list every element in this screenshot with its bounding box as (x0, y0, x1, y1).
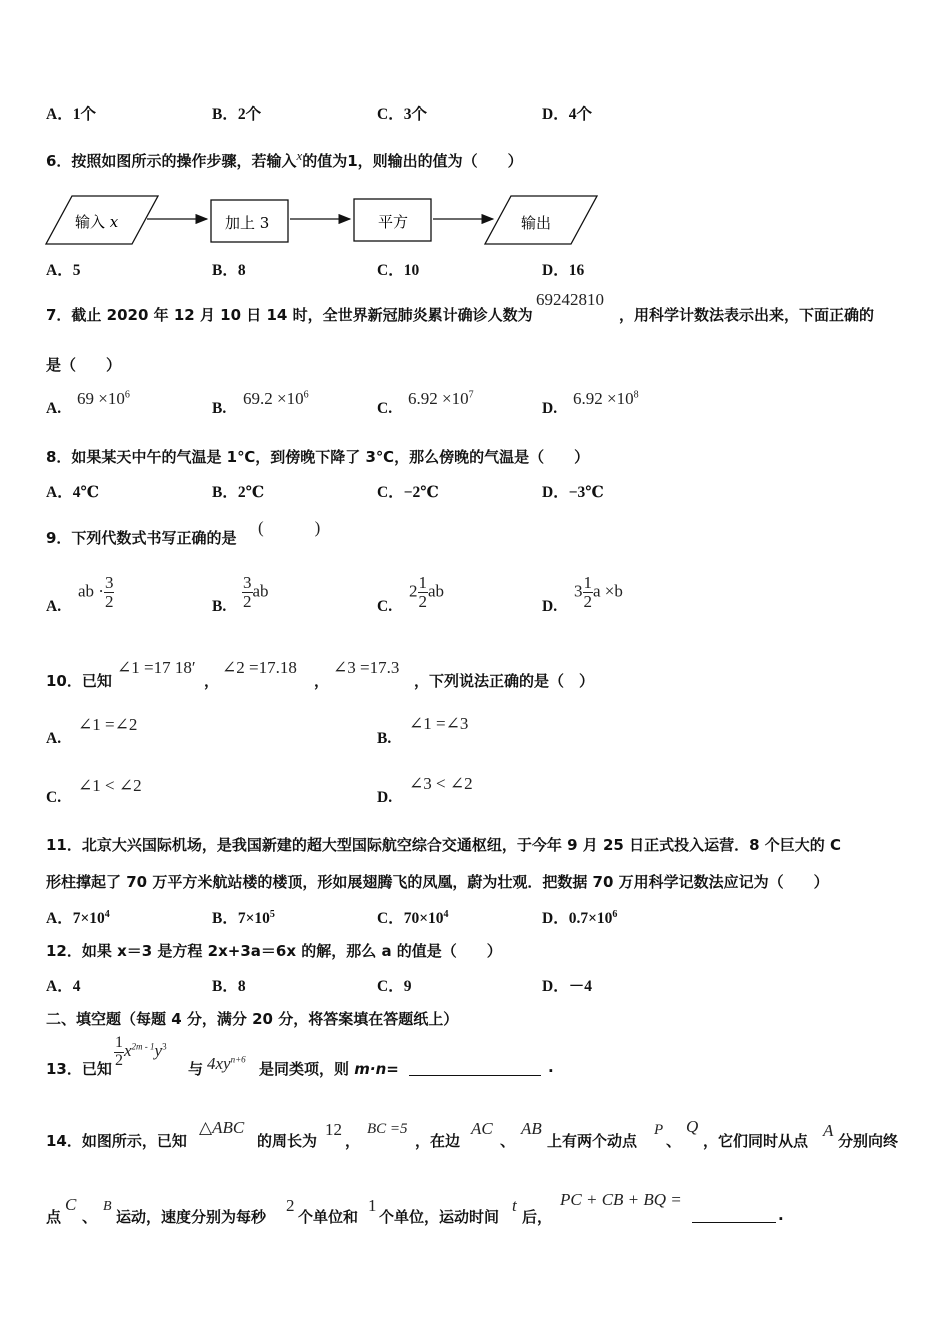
q10-sep1: ， (204, 672, 220, 690)
q7-number: 69242810 (536, 290, 604, 309)
q14-ab: AB (521, 1119, 542, 1138)
q11-option-c: C．$70\times 10^4$ (377, 908, 449, 927)
q10-angle2: ∠2 =17.18 (222, 658, 297, 677)
q12-option-c: C．9 (377, 978, 412, 995)
q14-ac: AC (471, 1119, 493, 1138)
q10-label-c: C. (46, 789, 62, 806)
q9-option-a: ab · $\frac{3}{2}$ (78, 573, 114, 611)
q14-l2-p3: 运动，速度分别为每秒 (116, 1208, 267, 1226)
q9-stem: 9．下列代数式书写正确的是 (46, 529, 237, 547)
q10-option-b: ∠1 =∠3 (409, 714, 469, 733)
q10-stem-after: ，下列说法正确的是（ ） (414, 672, 595, 690)
q12-option-a: A．4 (46, 978, 81, 995)
q10-label-d: D. (377, 789, 393, 806)
q14-p1: 14．如图所示，已知 (46, 1132, 187, 1150)
q14-point-q: Q (686, 1117, 699, 1136)
q7-stem-line1: 7．截止 2020 年 12 月 10 日 14 时，全世界新冠肺炎累计确诊人数为 (46, 306, 533, 324)
q14-p2: 的周长为 (257, 1132, 318, 1150)
q9-option-c: 2 $\frac{1}{2}$ ab (409, 573, 445, 611)
q7-label-b: B. (212, 400, 227, 417)
q14-p6: 上有两个动点 (547, 1132, 638, 1150)
q14-point-c: C (65, 1195, 77, 1214)
q10-sep2: ， (314, 672, 330, 690)
q10-label-a: A. (46, 730, 62, 747)
q14-p7: 、 (666, 1132, 682, 1150)
q14-point-a: A (823, 1121, 834, 1140)
flow-input-label: 输入 x (75, 213, 119, 231)
q6-option-b: B．8 (212, 262, 246, 279)
q8-option-a: A．4℃ (46, 484, 100, 501)
q14-bc: BC =5 (367, 1121, 408, 1137)
flow-output-label: 输出 (521, 214, 552, 232)
q13-answer-blank[interactable] (409, 1057, 541, 1076)
q10-stem-prefix: 10．已知 (46, 672, 112, 690)
flow-add-label: 加上 3 (225, 214, 270, 232)
q14-perimeter: 12 (325, 1120, 342, 1139)
q5-option-a: A．1个 (46, 106, 96, 123)
q10-label-b: B. (377, 730, 392, 747)
q6-flowchart (44, 192, 604, 250)
flow-square-label: 平方 (378, 213, 409, 231)
q7-option-b: $69.2 \times 10^6$ (243, 389, 309, 408)
q8-option-c: C．−2℃ (377, 484, 439, 501)
q14-p3: ， (345, 1132, 361, 1150)
q9-label-b: B. (212, 598, 227, 615)
q14-l2-p5: 个单位，运动时间 (379, 1208, 500, 1226)
q7-label-a: A. (46, 400, 62, 417)
q10-option-d: ∠3 < ∠2 (409, 774, 473, 793)
q6-option-d: D．16 (542, 262, 585, 279)
q14-l2-p4: 个单位和 (298, 1208, 359, 1226)
q5-option-c: C．3个 (377, 106, 427, 123)
q10-option-c: ∠1 < ∠2 (78, 776, 142, 795)
q14-triangle: △ABC (199, 1118, 245, 1137)
q7-label-d: D. (542, 400, 558, 417)
q13-after: 是同类项，则 m·n= (259, 1060, 399, 1078)
q9-option-d: 3 $\frac{1}{2}$ a ×b (574, 573, 623, 611)
q14-p8: ，它们同时从点 (703, 1132, 809, 1150)
q8-option-b: B．2℃ (212, 484, 265, 501)
q14-end: . (778, 1206, 784, 1224)
q13-end: . (548, 1058, 554, 1076)
q6-stem: 6．按照如图所示的操作步骤，若输入x的值为1，则输出的值为（ ） (46, 148, 523, 170)
q6-option-c: C．10 (377, 262, 420, 279)
q11-option-b: B．$7\times 10^5$ (212, 908, 275, 927)
q14-l2-p6: 后， (522, 1208, 553, 1226)
q12-option-d: D．－4 (542, 978, 592, 995)
q12-option-b: B．8 (212, 978, 246, 995)
q11-stem-line2: 形柱撑起了 70 万平方米航站楼的楼顶，形如展翅腾飞的凤凰，蔚为壮观．把数据 70 万用科学记数法应记为（ ） (46, 873, 829, 891)
q14-point-b: B (103, 1199, 112, 1214)
q14-p4: ，在边 (415, 1132, 461, 1150)
q11-stem-line1: 11．北京大兴国际机场，是我国新建的超大型国际航空综合交通枢纽，于今年 9 月 25 日正式投入运营．8 个巨大的 C (46, 836, 841, 854)
q8-option-d: D．−3℃ (542, 484, 604, 501)
q5-option-d: D．4个 (542, 106, 592, 123)
q7-option-d: $6.92 \times 10^8$ (573, 389, 639, 408)
q11-option-a: A．$7\times 10^4$ (46, 908, 110, 927)
q14-expression: PC + CB + BQ = (560, 1190, 682, 1209)
q13-prefix: 13．已知 (46, 1060, 112, 1078)
section-2-title: 二、填空题（每题 4 分，满分 20 分，将答案填在答题纸上） (46, 1010, 459, 1028)
q8-stem: 8．如果某天中午的气温是 1℃，到傍晚下降了 3℃，那么傍晚的气温是（ ） (46, 448, 590, 466)
q14-speed-2: 2 (286, 1196, 295, 1215)
q7-label-c: C. (377, 400, 393, 417)
q14-p5: 、 (500, 1132, 516, 1150)
q9-label-d: D. (542, 598, 558, 615)
q10-option-a: ∠1 =∠2 (78, 715, 138, 734)
q9-paren: ( ) (258, 518, 321, 537)
q5-option-b: B．2个 (212, 106, 262, 123)
q9-option-b: $\frac{3}{2}$ ab (243, 573, 269, 611)
q14-l2-p1: 点 (46, 1208, 62, 1226)
q14-p9: 分别向终 (838, 1132, 899, 1150)
q7-stem-line2: 是（ ） (46, 356, 122, 374)
q13-term2: $4xy^{n+6}$ (207, 1054, 246, 1073)
q11-option-d: D．$0.7\times 10^6$ (542, 908, 618, 927)
q13-term1: $\frac{1}{2}$ $x^{2m - 1}y^3$ (115, 1034, 167, 1069)
q12-stem: 12．如果 x＝3 是方程 2x+3a＝6x 的解，那么 a 的值是（ ） (46, 942, 502, 960)
q9-label-a: A. (46, 598, 62, 615)
q9-label-c: C. (377, 598, 393, 615)
q14-answer-blank[interactable] (692, 1204, 776, 1223)
q7-stem-line1-end: ，用科学计数法表示出来，下面正确的 (619, 306, 875, 324)
q7-option-a: $69 \times 10^6$ (77, 389, 130, 408)
q6-option-a: A．5 (46, 262, 81, 279)
q14-speed-1: 1 (368, 1196, 377, 1215)
q10-angle1: ∠1 =17 18′ (117, 658, 196, 677)
q14-l2-p2: 、 (82, 1208, 98, 1226)
q14-time-t: t (512, 1196, 517, 1215)
q10-angle3: ∠3 =17.3 (333, 658, 400, 677)
q13-mid: 与 (188, 1060, 204, 1078)
q14-point-p: P (654, 1122, 664, 1138)
q7-option-c: $6.92 \times 10^7$ (408, 389, 474, 408)
